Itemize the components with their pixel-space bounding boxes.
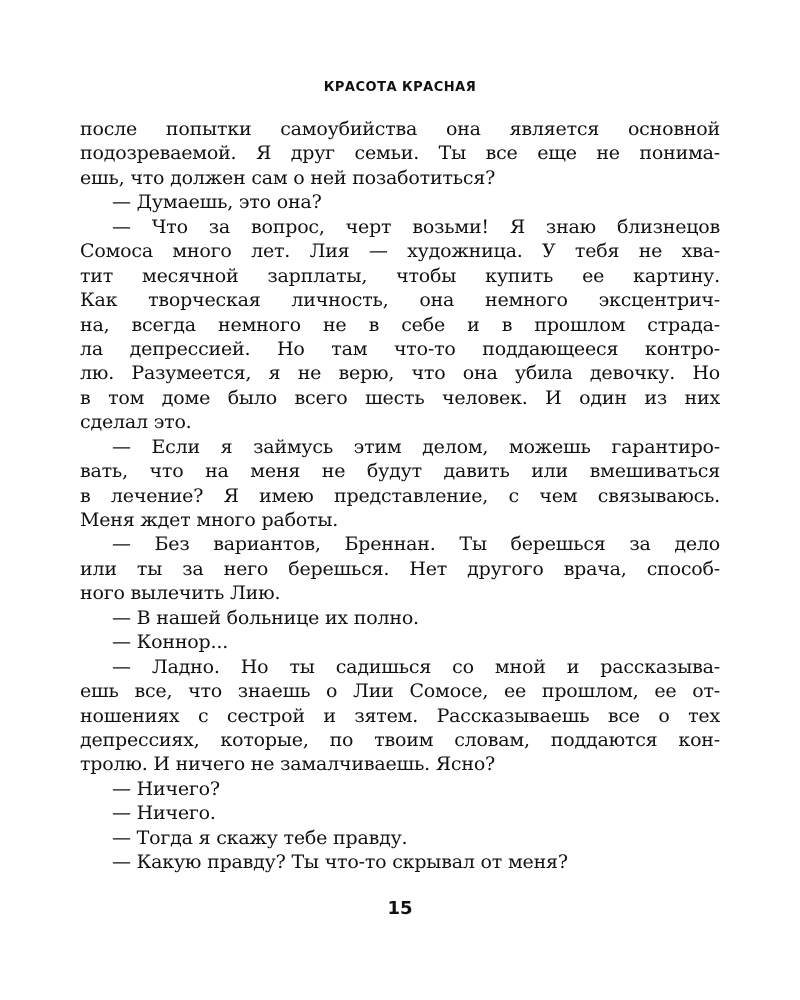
text-line: ношениях с сестрой и зятем. Рассказываешь все о тех [80,704,720,727]
page-number: 15 [387,898,413,919]
text-line: или ты за него берешься. Нет другого врача, способ- [80,557,720,580]
text-line: — Ничего? [112,777,220,800]
text-line: — Что за вопрос, черт возьми! Я знаю близнецов [112,215,720,238]
body-text [80,117,720,875]
text-line: подозреваемой. Я друг семьи. Ты все еще не понима- [80,142,720,165]
text-line: ешь, что должен сам о ней позаботиться? [80,166,496,189]
text-line: — Тогда я скажу тебе правду. [112,826,408,849]
text-line: — Без вариантов, Бреннан. Ты берешься за дело [112,533,720,556]
text-line: — В нашей больнице их полно. [112,606,419,629]
text-line: сделал это. [80,411,192,434]
text-line: — Думаешь, это она? [112,191,322,214]
text-line: — Ладно. Но ты садишься со мной и рассказыва- [112,655,720,678]
running-title: КРАСОТА КРАСНАЯ [323,80,477,95]
text-line: Меня ждет много работы. [80,509,339,531]
text-line: Как творческая личность, она немного эксцентрич- [80,289,720,312]
text-line: ного вылечить Лию. [80,582,281,605]
text-line: тит месячной зарплаты, чтобы купить ее картину. [80,264,720,287]
text-line: ла депрессией. Но там что-то поддающееся контро- [80,337,720,360]
text-line: ешь все, что знаешь о Лии Сомосе, ее прошлом, ее от- [80,680,720,703]
text-line: — Какую правду? Ты что-то скрывал от меня? [112,851,568,874]
text-line: депрессиях, которые, по твоим словам, поддаются кон- [80,728,720,751]
text-line: на, всегда немного не в себе и в прошлом страда- [80,313,720,336]
text-line: в лечение? Я имею представление, с чем связываюсь. [80,484,720,507]
text-line: — Ничего. [112,802,216,825]
text-line: тролю. И ничего не замалчиваешь. Ясно? [80,753,496,776]
text-line: лю. Разумеется, я не верю, что она убила девочку. Но [80,362,720,385]
text-line: Сомоса много лет. Лия — художница. У тебя не хва- [80,240,720,263]
text-line: в том доме было всего шесть человек. И один из них [80,386,720,409]
text-line: вать, что на меня не будут давить или вмешиваться [80,460,720,483]
text-line: — Коннор... [112,631,229,654]
text-line: после попытки самоубийства она является основной [80,118,720,140]
text-line: — Если я займусь этим делом, можешь гарантиро- [112,435,720,458]
